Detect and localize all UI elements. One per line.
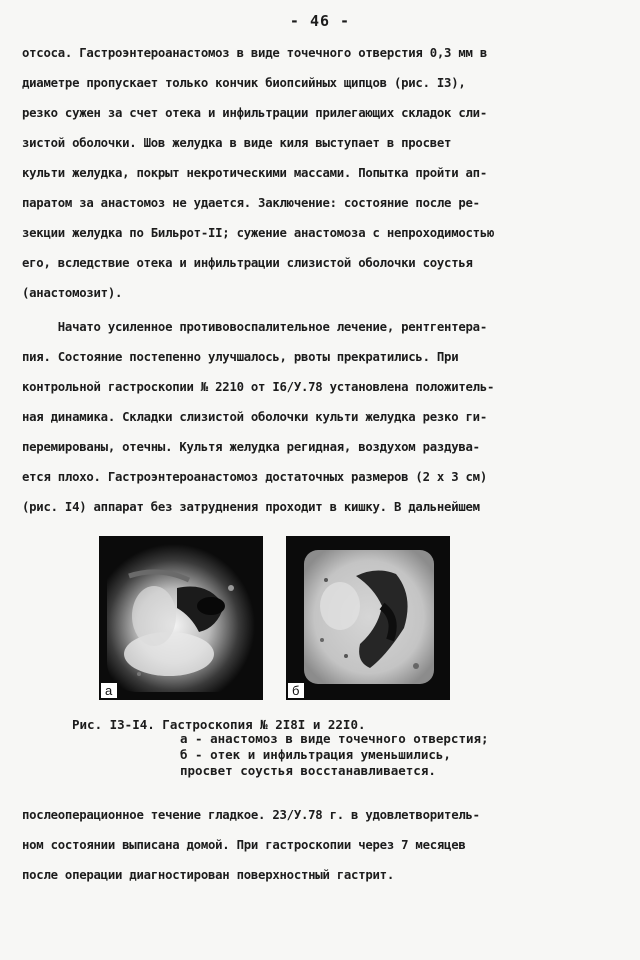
text-line: культи желудка, покрыт некротическими массами. Попытка пройти ап- — [22, 166, 487, 180]
text-line: резко сужен за счет отека и инфильтрации прилегающих складок сли- — [22, 106, 487, 120]
text-line: паратом за анастомоз не удается. Заключение: состояние после ре- — [22, 196, 480, 210]
figure-caption-b: б - отек и инфильтрация уменьшились, — [180, 747, 451, 762]
text-line: (рис. I4) аппарат без затруднения проходит в кишку. В дальнейшем — [22, 500, 480, 514]
figure-caption-a: а - анастомоз в виде точечного отверстия; — [180, 731, 489, 746]
text-line: контрольной гастроскопии № 2210 от I6/У.78 установлена положитель- — [22, 380, 495, 394]
text-line: после операции диагностирован поверхностный гастрит. — [22, 868, 394, 882]
text-line: послеоперационное течение гладкое. 23/У.78 г. в удовлетворитель- — [22, 808, 480, 822]
page-number: - 46 - — [289, 12, 351, 30]
paragraph-endoscopy-findings — [22, 38, 614, 308]
text-line: зистой оболочки. Шов желудка в виде киля выступает в просвет — [22, 136, 452, 150]
photo-label-a: а — [101, 683, 117, 698]
text-line: перемированы, отечны. Культя желудка регидная, воздухом раздува- — [22, 440, 480, 454]
photo-label-b: б — [288, 683, 304, 698]
text-line: (анастомозит). — [22, 286, 123, 300]
text-line: зекции желудка по Бильрот-II; сужение анастомоза с непроходимостью — [22, 226, 495, 240]
endoscopy-photo-a — [99, 536, 263, 700]
endoscopy-photo-b — [286, 536, 450, 700]
text-line: отсоса. Гастроэнтероанастомоз в виде точечного отверстия 0,3 мм в — [22, 46, 487, 60]
text-line: ном состоянии выписана домой. При гастроскопии через 7 месяцев — [22, 838, 466, 852]
text-line: ется плохо. Гастроэнтероанастомоз достаточных размеров (2 х 3 см) — [22, 470, 487, 484]
text-line: ная динамика. Складки слизистой оболочки культи желудка резко ги- — [22, 410, 487, 424]
text-line: пия. Состояние постепенно улучшалось, рвоты прекратились. При — [22, 350, 459, 364]
figure-caption-title: Рис. I3-I4. Гастроскопия № 2I8I и 22I0. — [72, 717, 366, 732]
text-line: его, вследствие отека и инфильтрации слизистой оболочки соустья — [22, 256, 473, 270]
paragraph-treatment — [22, 312, 614, 522]
paragraph-outcome — [22, 800, 614, 890]
text-line: Начато усиленное противовоспалительное лечение, рентгентера- — [22, 320, 487, 334]
figure-caption-c: просвет соустья восстанавливается. — [180, 763, 436, 778]
text-line: диаметре пропускает только кончик биопсийных щипцов (рис. I3), — [22, 76, 466, 90]
